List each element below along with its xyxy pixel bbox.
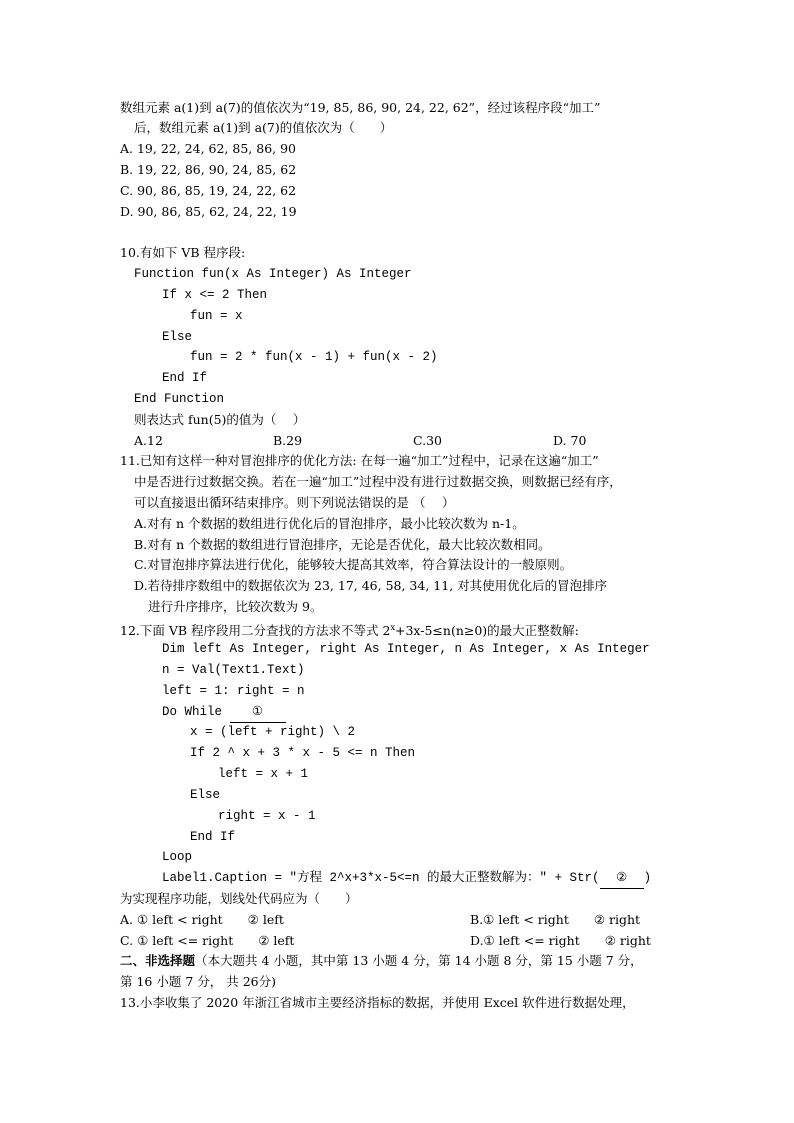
section2-heading: 二、非选择题 [120, 953, 196, 968]
q12-blank-1: ① [230, 702, 286, 723]
q12-option-c: C. ① left <= right ② left [120, 933, 295, 948]
q11-stem-line2: 中是否进行过数据交换。若在一遍“加工”过程中没有进行过数据交换，则数据已经有序， [134, 474, 622, 489]
q13-line1: 13.小李收集了 2020 年浙江省城市主要经济指标的数据，并使用 Excel 软件进行数据处理， [120, 995, 635, 1010]
q9-stem-line1: 数组元素 a(1)到 a(7)的值依次为“19, 85, 86, 90, 24, 22, 62”，经过该程序段“加工” [120, 100, 601, 115]
q11-option-c: C.对冒泡排序算法进行优化，能够较大提高其效率，符合算法设计的一般原则。 [134, 557, 573, 572]
q10-question: 则表达式 fun(5)的值为（ ） [134, 412, 306, 427]
q12-code-line: right = x - 1 [218, 809, 316, 823]
q12-code-line: Dim left As Integer, right As Integer, n As Integer, x As Integer [162, 642, 650, 656]
q12-code-line: left = 1: right = n [162, 684, 305, 698]
q11-option-b: B.对有 n 个数据的数组进行冒泡排序，无论是否优化，最大比较次数相同。 [134, 537, 551, 552]
q10-code-line: fun = x [190, 309, 243, 323]
q12-title-sup: x [390, 623, 395, 632]
q10-code-line: fun = 2 * fun(x - 1) + fun(x - 2) [190, 350, 438, 364]
q12-title [120, 618, 579, 641]
q9-option-a: A. 19, 22, 24, 62, 85, 86, 90 [120, 141, 296, 156]
q12-question: 为实现程序功能，划线处代码应为（ ） [120, 891, 358, 906]
q10-option-b: B.29 [273, 433, 303, 448]
q12-code-line: left = x + 1 [218, 767, 309, 781]
q10-code-line: Function fun(x As Integer) As Integer [134, 267, 412, 281]
q12-code-line: Loop [162, 850, 193, 864]
section2-desc: （本大题共 4 小题，其中第 13 小题 4 分，第 14 小题 8 分，第 15 小题 7 分， [195, 953, 643, 968]
q10-option-d: D. 70 [553, 433, 587, 448]
q12-title-pre: 12.下面 VB 程序段用二分查找的方法求不等式 2 [120, 623, 391, 639]
section2-desc2: 第 16 小题 7 分， 共 26分) [120, 974, 276, 989]
q10-title: 10.有如下 VB 程序段: [120, 245, 246, 260]
q10-option-c: C.30 [413, 433, 442, 448]
q10-code-line: Else [162, 330, 193, 344]
q12-code-line: End If [190, 830, 236, 844]
q11-option-d: D.若待排序数组中的数据依次为 23, 17, 46, 58, 34, 11, 对其使用优化后的冒泡排序 [134, 578, 608, 593]
section2-heading-line [120, 951, 643, 971]
q12-dowhile: Do While [162, 705, 230, 719]
q12-code-end: ) [643, 871, 652, 885]
q11-option-a: A.对有 n 个数据的数组进行优化后的冒泡排序，最小比较次数为 n-1。 [134, 516, 525, 531]
q9-option-d: D. 90, 86, 85, 62, 24, 22, 19 [120, 204, 297, 219]
q12-option-b: B.① left < right ② right [470, 912, 641, 927]
q10-code-line: End If [162, 371, 208, 385]
q12-label-caption: Label1.Caption = "方程 2^x+3*x-5<=n 的最大正整数解为：" + Str( [162, 871, 600, 885]
q11-option-d-cont: 进行升序排序，比较次数为 9。 [148, 599, 323, 614]
q12-code-line: Else [190, 788, 221, 802]
q12-code-line: n = Val(Text1.Text) [162, 663, 305, 677]
q12-code-line: If 2 ^ x + 3 * x - 5 <= n Then [190, 746, 416, 760]
q12-blank-2: ② [600, 868, 644, 889]
q9-stem-line2: 后，数组元素 a(1)到 a(7)的值依次为（ ） [134, 120, 393, 135]
q11-stem-line1: 11.已知有这样一种对冒泡排序的优化方法: 在每一遍“加工”过程中，记录在这遍“加工” [120, 453, 599, 468]
q11-stem-line3: 可以直接退出循环结束排序。则下列说法错误的是 （ ） [134, 495, 455, 510]
q12-option-d: D.① left <= right ② right [470, 933, 651, 948]
q9-option-c: C. 90, 86, 85, 19, 24, 22, 62 [120, 183, 297, 198]
q12-option-a: A. ① left < right ② left [120, 912, 284, 927]
q12-title-post: +3x-5≤n(n≥0)的最大正整数解: [394, 623, 579, 639]
q9-option-b: B. 19, 22, 86, 90, 24, 85, 62 [120, 162, 297, 177]
q12-code-line-label [162, 868, 651, 889]
q12-code-line: x = (left + right) \ 2 [190, 725, 356, 739]
q10-code-line: If x <= 2 Then [162, 288, 268, 302]
q10-option-a: A.12 [134, 433, 163, 448]
q12-code-line-dowhile [162, 702, 286, 723]
q10-code-line: End Function [134, 392, 225, 406]
